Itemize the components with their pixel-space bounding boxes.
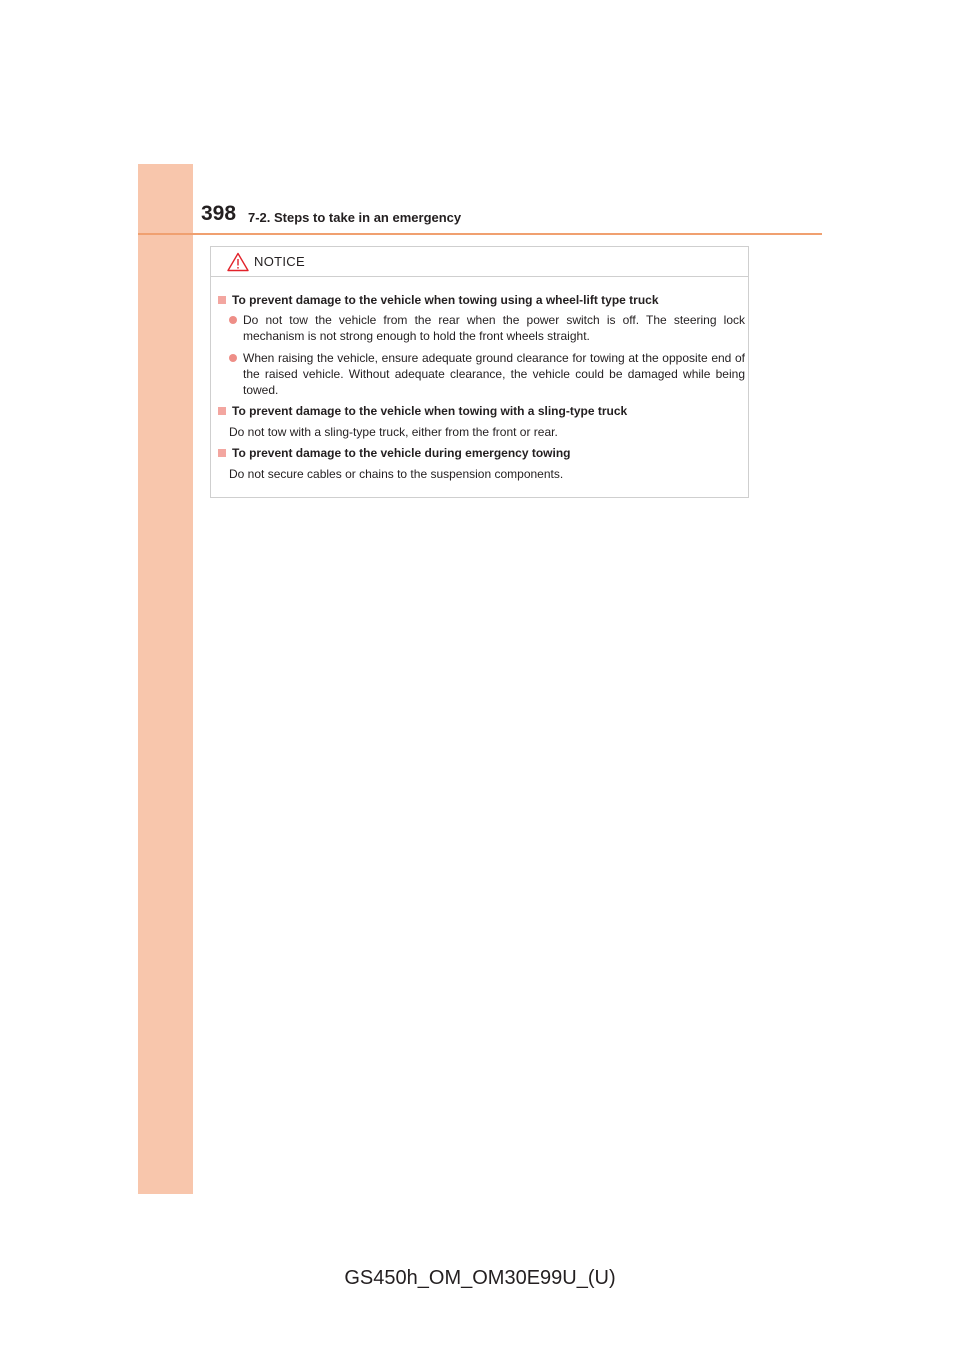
circle-bullet-icon [229,316,237,324]
header-rule [138,233,822,235]
heading-text: To prevent damage to the vehicle when towing using a wheel-lift type truck [232,293,659,307]
heading-text: To prevent damage to the vehicle when towing with a sling-type truck [232,404,628,418]
list-item-text: Do not tow the vehicle from the rear when the power switch is off. The steering lock mechanism is not strong enough to hold the front wheels straight. [243,313,745,343]
square-bullet-icon [218,407,226,415]
page-number: 398 [201,202,237,225]
footer-code: GS450h_OM_OM30E99U_(U) [344,1267,616,1289]
heading-text: To prevent damage to the vehicle during emergency towing [232,446,571,460]
warning-triangle-icon [227,252,249,272]
notice-header [211,247,748,277]
square-bullet-icon [218,296,226,304]
notice-heading [218,403,746,419]
list-item-text: When raising the vehicle, ensure adequate ground clearance for towing at the opposite end of the raised vehicle. Without adequate clearance, the vehicle could be damaged while being towed. [243,351,745,397]
notice-heading [218,292,746,308]
notice-text: Do not tow with a sling-type truck, either from the front or rear. [229,425,558,439]
circle-bullet-icon [229,354,237,362]
notice-label: NOTICE [254,254,305,269]
list-item [229,350,745,398]
list-item [229,312,745,344]
notice-text: Do not secure cables or chains to the suspension components. [229,467,564,481]
side-band [138,164,193,1194]
section-title: 7-2. Steps to take in an emergency [248,210,462,225]
notice-heading [218,445,746,461]
square-bullet-icon [218,449,226,457]
notice-box [210,246,749,498]
